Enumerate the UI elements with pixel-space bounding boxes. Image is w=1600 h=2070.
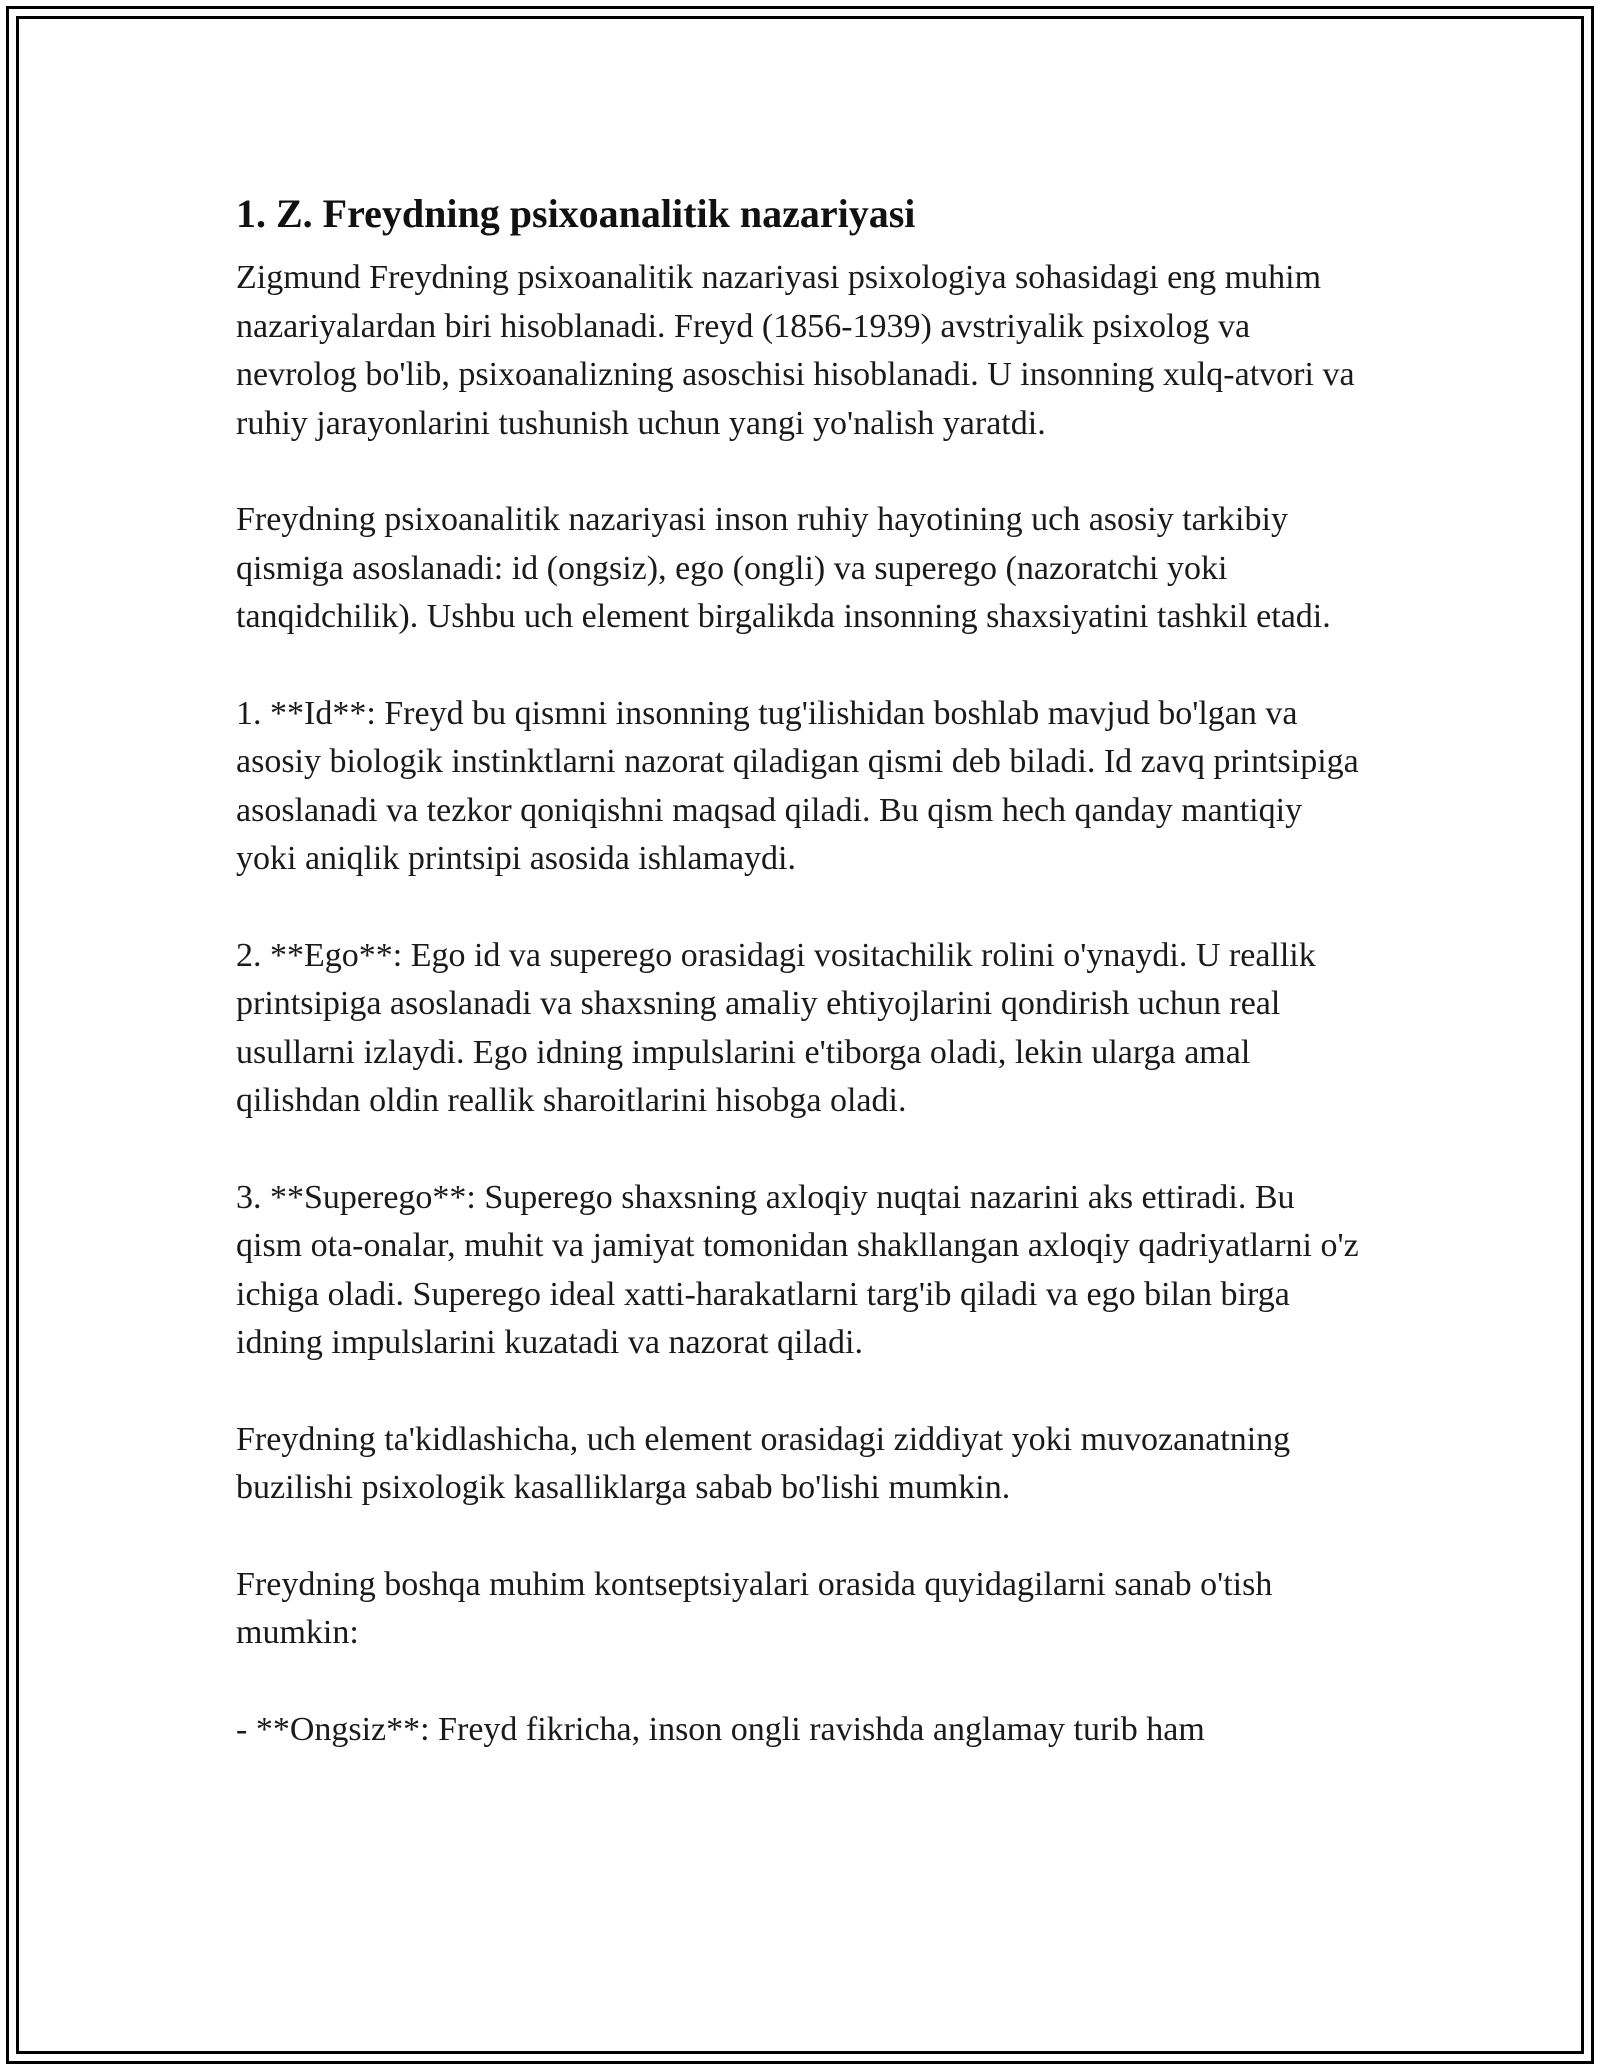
document-title: 1. Z. Freydning psixoanalitik nazariyasi [236,191,916,236]
paragraph-intro: Zigmund Freydning psixoanalitik nazariyasi psixologiya sohasidagi eng muhim nazariyalardan biri hisoblanadi. Freyd (1856-1939) avstriyalik psixolog va nevrolog bo'lib, psixoanalizning asoschisi hisoblanadi. U insonning xulq-atvori va ruhiy jarayonlarini tushunish uchun yangi yo'nalish yaratdi. [236,259,1355,442]
document-page [236,186,1366,1802]
paragraph-unconscious: - **Ongsiz**: Freyd fikricha, inson ongli ravishda anglamay turib ham [236,1710,1205,1748]
document-body [236,254,1366,1754]
paragraph-conflict: Freydning ta'kidlashicha, uch element orasidagi ziddiyat yoki muvozanatning buzilishi psixologik kasalliklarga sabab bo'lishi mumkin. [236,1420,1291,1506]
paragraph-other-concepts: Freydning boshqa muhim kontseptsiyalari orasida quyidagilarni sanab o'tish mumkin: [236,1565,1273,1651]
paragraph-ego: 2. **Ego**: Ego id va superego orasidagi vositachilik rolini o'ynaydi. U reallik printsipiga asoslanadi va shaxsning amaliy ehtiyojlarini qondirish uchun real usullarni izlaydi. Ego idning impulslarini e'tiborga oladi, lekin ularga amal qilishdan oldin reallik sharoitlarini hisobga oladi. [236,936,1316,1119]
paragraph-superego: 3. **Superego**: Superego shaxsning axloqiy nuqtai nazarini aks ettiradi. Bu qism ota-onalar, muhit va jamiyat tomonidan shakllangan axloqiy qadriyatlarni o'z ichiga oladi. Superego ideal xatti-harakatlarni targ'ib qiladi va ego bilan birga idning impulslarini kuzatadi va nazorat qiladi. [236,1178,1359,1361]
paragraph-id: 1. **Id**: Freyd bu qismni insonning tug'ilishidan boshlab mavjud bo'lgan va asosiy biologik instinktlarni nazorat qiladigan qismi deb biladi. Id zavq printsipiga asoslanadi va tezkor qoniqishni maqsad qiladi. Bu qism hech qanday mantiqiy yoki aniqlik printsipi asosida ishlamaydi. [236,694,1359,877]
paragraph-structure: Freydning psixoanalitik nazariyasi inson ruhiy hayotining uch asosiy tarkibiy qismiga asoslanadi: id (ongsiz), ego (ongli) va superego (nazoratchi yoki tanqidchilik). Ushbu uch element birgalikda insonning shaxsiyatini tashkil etadi. [236,501,1331,635]
